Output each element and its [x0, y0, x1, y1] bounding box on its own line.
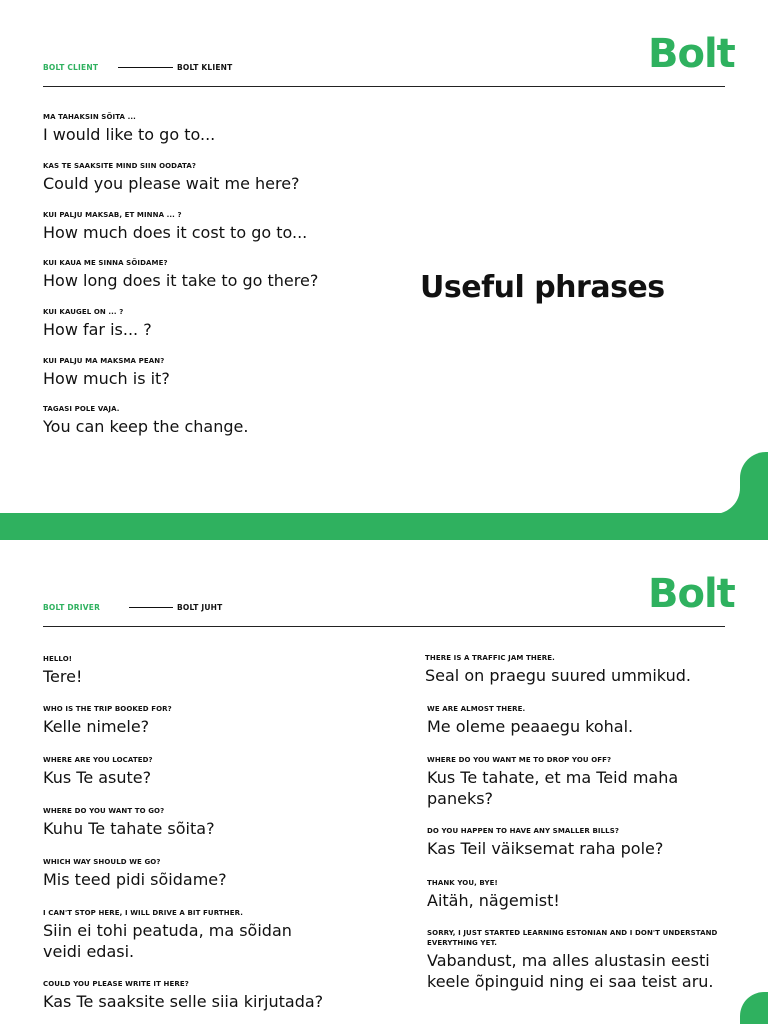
- phrase-label: KUI PALJU MAKSAB, ET MINNA ... ?: [43, 211, 182, 219]
- driver-section: [0, 540, 768, 1024]
- page-title: Useful phrases: [420, 270, 665, 305]
- phrase-label: WHO IS THE TRIP BOOKED FOR?: [43, 705, 172, 713]
- driver-phrase: [43, 908, 292, 962]
- client-header-right: BOLT KLIENT: [177, 63, 233, 72]
- bolt-logo-text: Bolt: [648, 571, 735, 617]
- phrase-label: WHERE ARE YOU LOCATED?: [43, 756, 153, 764]
- header-divider: [43, 626, 725, 627]
- driver-phrase: [427, 755, 678, 809]
- driver-phrase: [427, 928, 747, 992]
- driver-phrase: [43, 704, 172, 737]
- driver-phrase: [43, 755, 153, 788]
- driver-phrase: [43, 806, 215, 839]
- client-phrase: [43, 307, 152, 340]
- phrase-text: Could you please wait me here?: [43, 174, 300, 193]
- driver-header-left: BOLT DRIVER: [43, 603, 101, 612]
- phrase-text: Vabandust, ma alles alustasin eesti keele õpinguid ning ei saa teist aru.: [427, 951, 714, 991]
- phrase-text: You can keep the change.: [43, 417, 249, 436]
- phrase-label: TAGASI POLE VAJA.: [43, 405, 120, 413]
- phrase-label: WE ARE ALMOST THERE.: [427, 705, 526, 713]
- client-phrase: [43, 258, 318, 291]
- driver-phrase: [43, 654, 82, 687]
- client-phrase: [43, 356, 170, 389]
- phrase-text: Kus Te asute?: [43, 768, 152, 787]
- phrase-label: COULD YOU PLEASE WRITE IT HERE?: [43, 980, 189, 988]
- bolt-logo-text: Bolt: [648, 31, 735, 77]
- driver-phrase: [427, 704, 633, 737]
- driver-phrase: [43, 857, 227, 890]
- phrase-label: WHERE DO YOU WANT TO GO?: [43, 807, 165, 815]
- phrase-label: WHICH WAY SHOULD WE GO?: [43, 858, 161, 866]
- driver-header-right: BOLT JUHT: [177, 603, 223, 612]
- phrase-label: DO YOU HAPPEN TO HAVE ANY SMALLER BILLS?: [427, 827, 620, 835]
- phrase-text: Kelle nimele?: [43, 717, 150, 736]
- phrase-label: THERE IS A TRAFFIC JAM THERE.: [425, 654, 555, 662]
- phrase-text: How far is... ?: [43, 320, 152, 339]
- client-phrase: [43, 404, 248, 437]
- driver-phrase: [425, 653, 691, 686]
- phrase-label: KUI KAUA ME SINNA SÕIDAME?: [43, 259, 168, 267]
- client-phrase: [43, 210, 307, 243]
- phrase-label: SORRY, I JUST STARTED LEARNING ESTONIAN AND I DON'T UNDERSTAND EVERYTHING YET.: [427, 929, 718, 947]
- phrase-text: How long does it take to go there?: [43, 271, 319, 290]
- green-divider-band: [0, 513, 768, 540]
- phrase-text: Siin ei tohi peatuda, ma sõidan veidi edasi.: [43, 921, 292, 961]
- phrase-text: How much does it cost to go to...: [43, 223, 308, 242]
- phrase-text: I would like to go to...: [43, 125, 216, 144]
- phrase-text: Tere!: [43, 667, 83, 686]
- bolt-logo: [648, 31, 735, 77]
- phrase-text: How much is it?: [43, 369, 170, 388]
- header-connector-line: [129, 607, 173, 608]
- phrase-label: WHERE DO YOU WANT ME TO DROP YOU OFF?: [427, 756, 612, 764]
- phrase-text: Kus Te tahate, et ma Teid maha paneks?: [427, 768, 679, 808]
- phrase-label: KAS TE SAAKSITE MIND SIIN OODATA?: [43, 162, 197, 170]
- phrase-label: I CAN'T STOP HERE, I WILL DRIVE A BIT FURTHER.: [43, 909, 243, 917]
- phrase-text: Seal on praegu suured ummikud.: [425, 666, 691, 685]
- phrase-text: Kas Teil väiksemat raha pole?: [427, 839, 664, 858]
- bolt-logo: [648, 571, 735, 617]
- driver-phrase: [43, 979, 323, 1012]
- driver-phrase: [427, 826, 663, 859]
- phrase-text: Me oleme peaaegu kohal.: [427, 717, 634, 736]
- phrase-label: KUI KAUGEL ON ... ?: [43, 308, 124, 316]
- phrase-label: MA TAHAKSIN SÕITA ...: [43, 113, 136, 121]
- header-divider: [43, 86, 725, 87]
- phrase-label: KUI PALJU MA MAKSMA PEAN?: [43, 357, 165, 365]
- phrase-text: Aitäh, nägemist!: [427, 891, 560, 910]
- phrase-text: Mis teed pidi sõidame?: [43, 870, 227, 889]
- phrase-text: Kuhu Te tahate sõita?: [43, 819, 215, 838]
- client-header-left: BOLT CLIENT: [43, 63, 99, 72]
- phrase-text: Kas Te saaksite selle siia kirjutada?: [43, 992, 324, 1011]
- header-connector-line: [118, 67, 173, 68]
- phrase-label: THANK YOU, BYE!: [427, 879, 498, 887]
- client-phrase: [43, 112, 215, 145]
- client-phrase: [43, 161, 300, 194]
- driver-phrase: [427, 878, 560, 911]
- phrase-label: HELLO!: [43, 655, 73, 663]
